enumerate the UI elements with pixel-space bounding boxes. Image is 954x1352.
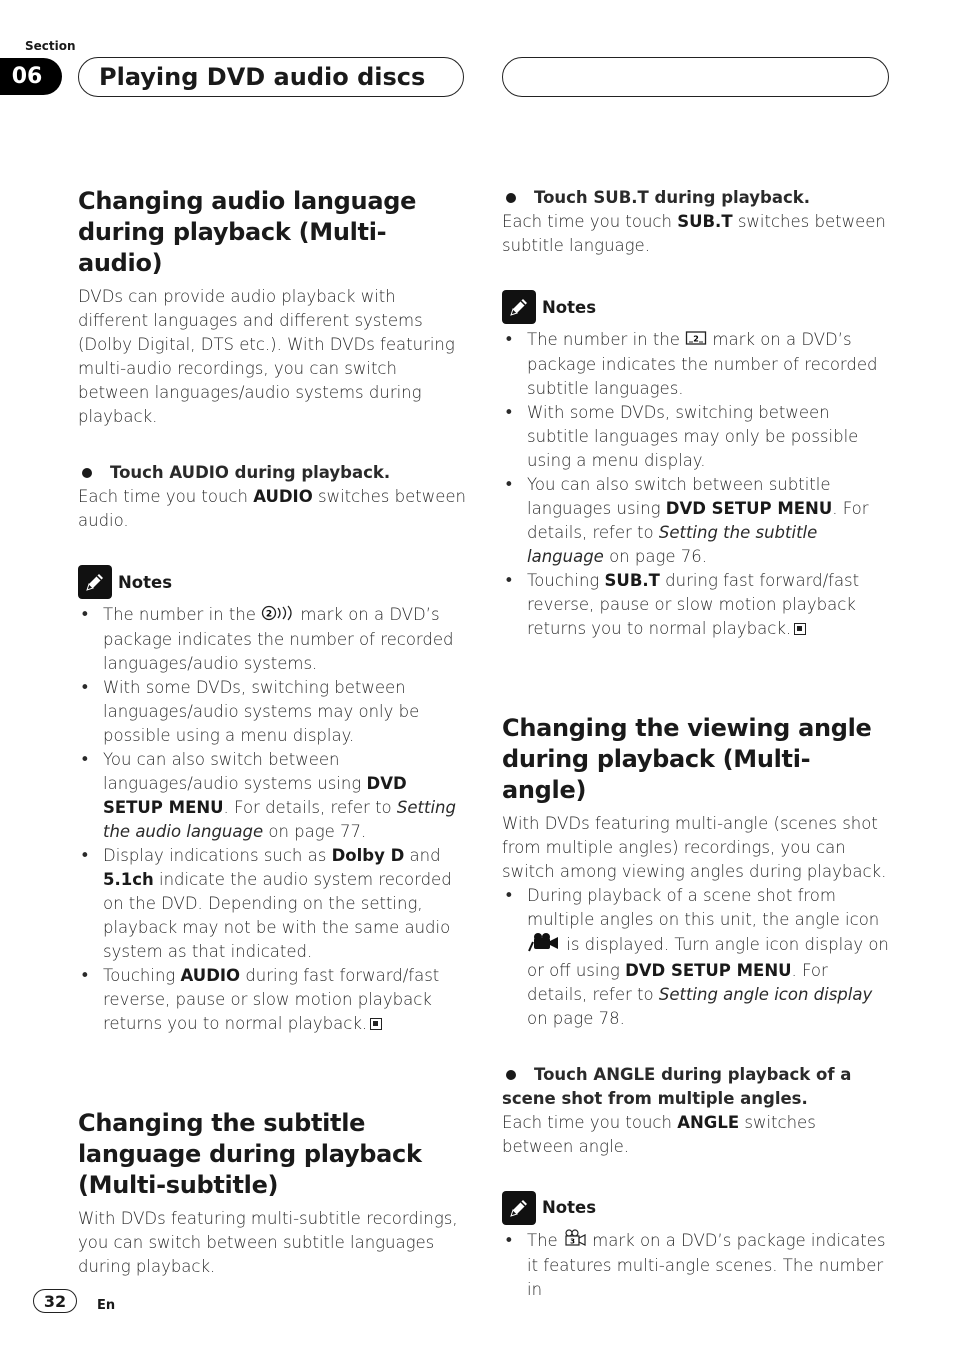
list-item: • The 3 mark on a DVD’s package indicates it features multi-angle scenes. The number in: [502, 1229, 890, 1302]
notes-pencil-icon: [502, 290, 536, 324]
audio-intro: DVDs can provide audio playback with different languages and different systems (Dolby Digital, DTS etc.). With DVDs featuring multi-audio recordings, you can switch between languages/audio systems during playback.: [78, 287, 455, 426]
multi-angle-mark-icon: [563, 1229, 587, 1254]
audio-step-desc: Each time you touch AUDIO switches between audio.: [78, 487, 466, 530]
page-number: 32: [33, 1289, 77, 1313]
angle-camera-icon: [527, 932, 561, 959]
notes-pencil-icon: [502, 1191, 536, 1225]
subtitle-intro: With DVDs featuring multi-subtitle recordings, you can switch between subtitle languages during playback.: [78, 1208, 458, 1276]
end-mark-icon: [370, 1018, 382, 1030]
list-item: • Touching AUDIO during fast forward/fast reverse, pause or slow motion playback returns you to normal playback.: [78, 964, 466, 1036]
angle-notes-header: Notes: [502, 1191, 890, 1225]
angle-bullets: [502, 884, 890, 1031]
angle-intro: With DVDs featuring multi-angle (scenes shot from multiple angles) recordings, you can switch among viewing angles during playback.: [502, 813, 887, 881]
subtitle-notes-header: Notes: [502, 290, 890, 324]
list-item: • You can also switch between languages/audio systems using DVD SETUP MENU. For details, refer to Setting the audio language on page 77.: [78, 748, 466, 844]
svg-text:2: 2: [266, 609, 273, 619]
section-label: Section: [25, 39, 76, 53]
list-item: • The number in the 2 mark on a DVD’s package indicates the number of recorded subtitle languages.: [502, 328, 890, 401]
section-number-badge: 06: [0, 58, 62, 95]
list-item: • With some DVDs, switching between languages/audio systems may only be possible using a menu display.: [78, 676, 466, 748]
list-item: • During playback of a scene shot from multiple angles on this unit, the angle icon is displayed. Turn angle icon display on or off using DVD SETUP MENU. For details, refer to Setting angle icon display on page 78.: [502, 884, 890, 1031]
subtitle-heading: Changing the subtitle language during playback (Multi-subtitle): [78, 1108, 422, 1199]
language-code: En: [97, 1298, 116, 1313]
right-column: [502, 186, 890, 1302]
angle-heading: Changing the viewing angle during playback (Multi-angle): [502, 713, 872, 804]
subtitle-mark-icon: [685, 329, 707, 353]
svg-text:2: 2: [693, 334, 699, 343]
angle-step-desc: Each time you touch ANGLE switches between angle.: [502, 1112, 816, 1156]
audio-heading: Changing audio language during playback (Multi-audio): [78, 187, 417, 277]
subtitle-step: Touch SUB.T during playback.: [502, 186, 890, 210]
chapter-title-text: Playing DVD audio discs: [99, 63, 426, 91]
chapter-title: [78, 57, 464, 97]
list-item: • You can also switch between subtitle languages using DVD SETUP MENU. For details, refer to Setting the subtitle language on page 76.: [502, 473, 890, 569]
list-item: • Touching SUB.T during fast forward/fast reverse, pause or slow motion playback returns you to normal playback.: [502, 569, 890, 641]
list-item: • The number in the 2 mark on a DVD’s package indicates the number of recorded languages/audio systems.: [78, 603, 466, 676]
angle-notes-list: [502, 1229, 890, 1302]
audio-step: Touch AUDIO during playback.: [78, 461, 466, 485]
subtitle-notes-list: [502, 328, 890, 641]
left-column: [78, 186, 466, 1279]
notes-pencil-icon: [78, 565, 112, 599]
header-empty-frame: [502, 57, 889, 97]
end-mark-icon: [794, 623, 806, 635]
list-item: • Display indications such as Dolby D and 5.1ch indicate the audio system recorded on the DVD. Depending on the setting, playback may not be with the same audio system as that indicated.: [78, 844, 466, 964]
list-item: • With some DVDs, switching between subtitle languages may only be possible using a menu display.: [502, 401, 890, 473]
subtitle-step-desc: Each time you touch SUB.T switches between subtitle language.: [502, 212, 886, 255]
svg-text:3: 3: [570, 1237, 575, 1245]
audio-notes-header: Notes: [78, 565, 466, 599]
audio-notes-list: [78, 603, 466, 1036]
angle-step: Touch ANGLE during playback of a scene shot from multiple angles.: [502, 1063, 890, 1111]
audio-mark-icon: [261, 604, 295, 628]
